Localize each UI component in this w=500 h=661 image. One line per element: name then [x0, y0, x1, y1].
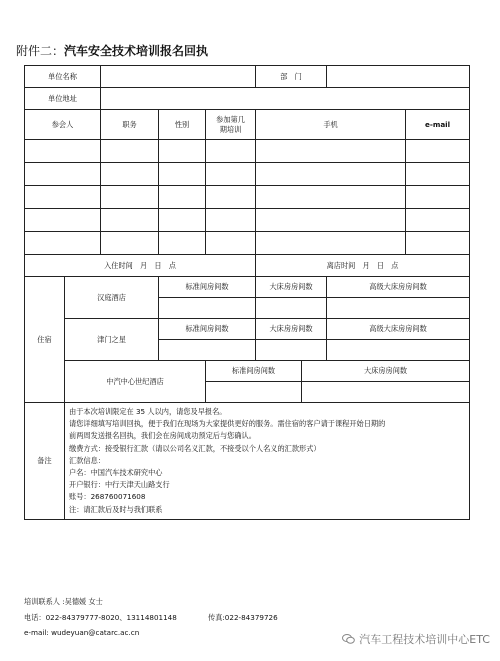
room-count-field[interactable]	[159, 340, 256, 361]
period-header	[206, 110, 256, 140]
participant-row	[25, 163, 470, 186]
checkout-time[interactable]: 离店时间 月 日 点	[256, 255, 470, 277]
gender-header: 性别	[159, 110, 206, 140]
room-count-field[interactable]	[256, 298, 327, 319]
watermark-text: 汽车工程技术培训中心ETC	[359, 633, 490, 646]
participant-row	[25, 232, 470, 255]
dept-label: 部 门	[256, 66, 327, 88]
contact-fax: 传真:022-84379726	[208, 613, 278, 622]
participant-row	[25, 140, 470, 163]
room-count-field[interactable]	[206, 382, 302, 403]
room-count-field[interactable]	[159, 298, 256, 319]
notes-line: 账号：268760071608	[69, 492, 146, 502]
notes-line: 请您详细填写培训回执，便于我们在现场为大家提供更好的服务。需住宿的客户请于课程开始日期的	[69, 419, 386, 429]
notes-line: 前两周发送报名回执，我们会在房间成功预定后与您确认。	[69, 431, 256, 441]
unit-name-label: 单位名称	[25, 66, 101, 88]
page-title	[16, 42, 208, 59]
notes-line: 汇款信息：	[69, 455, 105, 465]
email-header: e-mail	[406, 110, 470, 140]
hotel-col-label: 高级大床房房间数	[327, 277, 470, 298]
room-count-field[interactable]	[327, 340, 470, 361]
hotel-col-label: 大床房房间数	[256, 277, 327, 298]
title-main: 汽车安全技术培训报名回执	[64, 44, 209, 58]
contact-email: e-mail: wudeyuan@catarc.ac.cn	[24, 628, 140, 637]
hotel-col-label: 大床房房间数	[256, 319, 327, 340]
notes-line: 户名：中国汽车技术研究中心	[69, 468, 163, 478]
participant-row	[25, 186, 470, 209]
hotel-col-label: 标准间房间数	[159, 277, 256, 298]
notes-line: 注：请汇款后及时与我们联系	[69, 504, 163, 514]
contact-phone: 电话：022-84379777-8020、13114801148	[24, 613, 177, 622]
lodging-label: 住宿	[25, 277, 65, 403]
contact-person: 培训联系人 :吴德媛 女士	[24, 597, 103, 606]
wechat-icon	[342, 634, 355, 644]
phone-header: 手机	[256, 110, 406, 140]
unit-address-field[interactable]	[101, 88, 470, 110]
hotel-name: 汉庭酒店	[65, 277, 159, 319]
hotel-col-label: 标准间房间数	[159, 319, 256, 340]
room-count-field[interactable]	[327, 298, 470, 319]
notes-content	[65, 403, 470, 520]
notes-line: 缴费方式：接受银行汇款（请以公司名义汇款，不接受以个人名义的汇款形式）	[69, 443, 321, 453]
dept-field[interactable]	[327, 66, 470, 88]
checkin-time[interactable]: 入住时间 月 日 点	[25, 255, 256, 277]
participant-header: 参会人	[25, 110, 101, 140]
notes-line: 开户银行：中行天津天山路支行	[69, 480, 170, 490]
title-prefix: 附件二：	[16, 44, 65, 58]
hotel-col-label: 高级大床房房间数	[327, 319, 470, 340]
participant-row	[25, 209, 470, 232]
period-header-line1: 参加第几	[216, 114, 245, 124]
unit-address-label: 单位地址	[25, 88, 101, 110]
hotel-col-label: 标准间房间数	[206, 361, 302, 382]
hotel-name: 中汽中心世纪酒店	[65, 361, 206, 403]
watermark	[342, 631, 490, 647]
room-count-field[interactable]	[302, 382, 470, 403]
room-count-field[interactable]	[256, 340, 327, 361]
notes-line: 由于本次培训限定在 35 人以内，请您及早报名。	[69, 407, 227, 416]
period-header-line2: 期培训	[219, 124, 242, 134]
hotel-col-label: 大床房房间数	[302, 361, 470, 382]
hotel-name: 津门之星	[65, 319, 159, 361]
notes-label: 备注	[25, 403, 65, 520]
registration-form	[24, 65, 470, 520]
position-header: 职务	[101, 110, 159, 140]
unit-name-field[interactable]	[101, 66, 256, 88]
